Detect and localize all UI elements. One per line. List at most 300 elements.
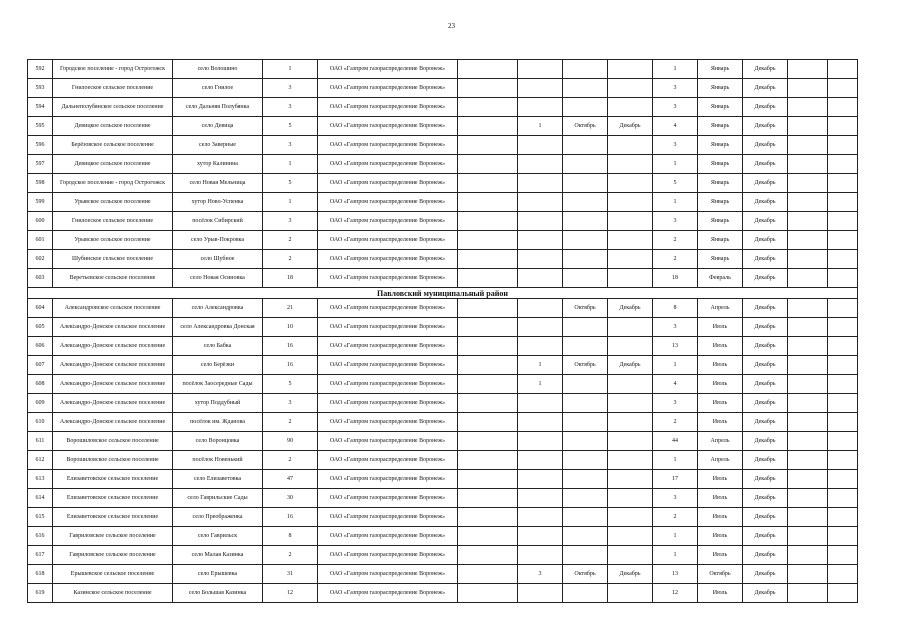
table-row [28,565,858,584]
locality-cell: село Девица [173,117,263,136]
settlement-cell: Гнилоеское сельское поселение [53,212,173,231]
locality-cell: село Новая Мельница [173,174,263,193]
count-cell: 16 [263,508,318,527]
planned-count-cell [518,489,563,508]
planned-count-cell [518,318,563,337]
count-cell: 30 [263,489,318,508]
blank-cell [788,584,828,603]
table-row [28,337,858,356]
extra-empty-cell [458,451,518,470]
total-cell: 17 [653,470,698,489]
settlement-cell: Шубинское сельское поселение [53,250,173,269]
count-cell: 16 [263,356,318,375]
planned-end-cell [608,79,653,98]
start-month-cell: Январь [698,231,743,250]
total-cell: 3 [653,79,698,98]
count-cell: 2 [263,231,318,250]
extra-empty-cell [458,470,518,489]
count-cell: 16 [263,337,318,356]
end-month-cell: Декабрь [743,193,788,212]
blank-cell [828,337,858,356]
extra-empty-cell [458,375,518,394]
end-month-cell: Декабрь [743,508,788,527]
count-cell: 90 [263,432,318,451]
locality-cell: село Гаврильские Сады [173,489,263,508]
total-cell: 13 [653,565,698,584]
blank-cell [788,451,828,470]
total-cell: 2 [653,413,698,432]
blank-cell [828,269,858,288]
table-row [28,212,858,231]
blank-cell [828,250,858,269]
extra-empty-cell [458,231,518,250]
planned-count-cell [518,508,563,527]
supplier-cell: ОАО «Газпром газораспределение Воронеж» [318,432,458,451]
planned-count-cell [518,269,563,288]
supplier-cell: ОАО «Газпром газораспределение Воронеж» [318,231,458,250]
planned-count-cell [518,527,563,546]
start-month-cell: Январь [698,250,743,269]
extra-empty-cell [458,117,518,136]
row-number-cell: 606 [28,337,53,356]
extra-empty-cell [458,432,518,451]
planned-start-cell [563,546,608,565]
table-row [28,375,858,394]
table-row [28,98,858,117]
district-heading-row [28,288,858,299]
extra-empty-cell [458,193,518,212]
total-cell: 2 [653,231,698,250]
end-month-cell: Декабрь [743,299,788,318]
start-month-cell: Апрель [698,299,743,318]
start-month-cell: Июль [698,489,743,508]
planned-count-cell [518,250,563,269]
start-month-cell: Июль [698,394,743,413]
supplier-cell: ОАО «Газпром газораспределение Воронеж» [318,98,458,117]
blank-cell [828,231,858,250]
blank-cell [828,489,858,508]
supplier-cell: ОАО «Газпром газораспределение Воронеж» [318,375,458,394]
blank-cell [788,98,828,117]
planned-end-cell: Декабрь [608,565,653,584]
planned-end-cell [608,584,653,603]
supplier-cell: ОАО «Газпром газораспределение Воронеж» [318,250,458,269]
planned-start-cell [563,250,608,269]
blank-cell [828,584,858,603]
blank-cell [828,117,858,136]
planned-count-cell [518,394,563,413]
planned-end-cell [608,250,653,269]
total-cell: 2 [653,508,698,527]
locality-cell: село Александровка [173,299,263,318]
count-cell: 3 [263,136,318,155]
end-month-cell: Декабрь [743,432,788,451]
count-cell: 3 [263,394,318,413]
count-cell: 5 [263,174,318,193]
end-month-cell: Декабрь [743,155,788,174]
blank-cell [828,299,858,318]
supplier-cell: ОАО «Газпром газораспределение Воронеж» [318,193,458,212]
supplier-cell: ОАО «Газпром газораспределение Воронеж» [318,451,458,470]
supplier-cell: ОАО «Газпром газораспределение Воронеж» [318,527,458,546]
blank-cell [788,174,828,193]
total-cell: 3 [653,394,698,413]
blank-cell [788,155,828,174]
blank-cell [788,527,828,546]
planned-count-cell: 1 [518,356,563,375]
table-section-heading [28,288,858,299]
blank-cell [828,155,858,174]
end-month-cell: Декабрь [743,79,788,98]
planned-count-cell [518,546,563,565]
locality-cell: село Гаврильск [173,527,263,546]
count-cell: 3 [263,212,318,231]
blank-cell [828,375,858,394]
locality-cell: хутор Ново-Успенка [173,193,263,212]
end-month-cell: Декабрь [743,413,788,432]
total-cell: 1 [653,193,698,212]
count-cell: 2 [263,451,318,470]
planned-count-cell [518,451,563,470]
settlement-cell: Девицкое сельское поселение [53,117,173,136]
planned-end-cell [608,432,653,451]
count-cell: 47 [263,470,318,489]
end-month-cell: Декабрь [743,337,788,356]
end-month-cell: Декабрь [743,527,788,546]
total-cell: 3 [653,212,698,231]
count-cell: 5 [263,117,318,136]
extra-empty-cell [458,584,518,603]
planned-count-cell [518,413,563,432]
planned-start-cell [563,136,608,155]
row-number-cell: 595 [28,117,53,136]
blank-cell [788,356,828,375]
planned-start-cell [563,60,608,79]
blank-cell [788,193,828,212]
extra-empty-cell [458,413,518,432]
end-month-cell: Декабрь [743,117,788,136]
table-row [28,79,858,98]
total-cell: 1 [653,451,698,470]
blank-cell [788,136,828,155]
total-cell: 1 [653,527,698,546]
start-month-cell: Июль [698,337,743,356]
blank-cell [788,60,828,79]
planned-start-cell [563,489,608,508]
extra-empty-cell [458,79,518,98]
planned-start-cell [563,584,608,603]
row-number-cell: 612 [28,451,53,470]
end-month-cell: Декабрь [743,375,788,394]
start-month-cell: Июль [698,527,743,546]
planned-count-cell: 1 [518,117,563,136]
row-number-cell: 604 [28,299,53,318]
blank-cell [828,432,858,451]
table-section-ostrogozhsky [28,60,858,288]
supplier-cell: ОАО «Газпром газораспределение Воронеж» [318,299,458,318]
blank-cell [788,79,828,98]
planned-start-cell [563,98,608,117]
blank-cell [788,299,828,318]
planned-count-cell [518,470,563,489]
planned-end-cell [608,174,653,193]
table-row [28,451,858,470]
start-month-cell: Июль [698,546,743,565]
blank-cell [828,60,858,79]
table-row [28,269,858,288]
row-number-cell: 608 [28,375,53,394]
locality-cell: село Новая Осиновка [173,269,263,288]
total-cell: 3 [653,489,698,508]
settlement-cell: Ерышевское сельское поселение [53,565,173,584]
total-cell: 5 [653,174,698,193]
blank-cell [828,193,858,212]
planned-start-cell: Октябрь [563,117,608,136]
blank-cell [788,269,828,288]
count-cell: 31 [263,565,318,584]
planned-end-cell [608,470,653,489]
planned-count-cell [518,98,563,117]
planned-count-cell: 3 [518,565,563,584]
total-cell: 1 [653,155,698,174]
table-row [28,318,858,337]
end-month-cell: Декабрь [743,318,788,337]
page-number: 23 [448,22,455,30]
planned-count-cell [518,79,563,98]
end-month-cell: Декабрь [743,565,788,584]
end-month-cell: Декабрь [743,584,788,603]
supplier-cell: ОАО «Газпром газораспределение Воронеж» [318,136,458,155]
row-number-cell: 614 [28,489,53,508]
locality-cell: село Бабка [173,337,263,356]
blank-cell [828,136,858,155]
planned-start-cell [563,413,608,432]
locality-cell: село Гнилое [173,79,263,98]
table-row [28,508,858,527]
supplier-cell: ОАО «Газпром газораспределение Воронеж» [318,117,458,136]
total-cell: 1 [653,546,698,565]
planned-start-cell [563,394,608,413]
row-number-cell: 603 [28,269,53,288]
start-month-cell: Январь [698,212,743,231]
table-row [28,432,858,451]
planned-count-cell [518,212,563,231]
locality-cell: село Большая Казинка [173,584,263,603]
planned-start-cell [563,337,608,356]
planned-count-cell [518,584,563,603]
planned-start-cell: Октябрь [563,565,608,584]
blank-cell [828,546,858,565]
locality-cell: село Волошино [173,60,263,79]
end-month-cell: Декабрь [743,470,788,489]
row-number-cell: 613 [28,470,53,489]
supplier-cell: ОАО «Газпром газораспределение Воронеж» [318,394,458,413]
locality-cell: село Урыв-Покровка [173,231,263,250]
planned-end-cell [608,155,653,174]
extra-empty-cell [458,565,518,584]
extra-empty-cell [458,337,518,356]
blank-cell [828,565,858,584]
planned-end-cell [608,231,653,250]
total-cell: 1 [653,356,698,375]
end-month-cell: Декабрь [743,394,788,413]
start-month-cell: Январь [698,136,743,155]
blank-cell [788,432,828,451]
row-number-cell: 592 [28,60,53,79]
planned-end-cell [608,489,653,508]
planned-start-cell [563,174,608,193]
extra-empty-cell [458,60,518,79]
count-cell: 2 [263,546,318,565]
settlement-cell: Александро-Донское сельское поселение [53,394,173,413]
planned-start-cell: Октябрь [563,356,608,375]
settlement-cell: Дальнеполубянское сельское поселение [53,98,173,117]
end-month-cell: Декабрь [743,356,788,375]
locality-cell: посёлок им. Жданова [173,413,263,432]
row-number-cell: 609 [28,394,53,413]
planned-start-cell [563,432,608,451]
total-cell: 1 [653,60,698,79]
planned-start-cell [563,193,608,212]
start-month-cell: Апрель [698,451,743,470]
total-cell: 18 [653,269,698,288]
blank-cell [788,508,828,527]
planned-count-cell: 1 [518,375,563,394]
settlement-cell: Урывское сельское поселение [53,231,173,250]
total-cell: 3 [653,136,698,155]
planned-end-cell [608,136,653,155]
blank-cell [788,470,828,489]
total-cell: 13 [653,337,698,356]
supplier-cell: ОАО «Газпром газораспределение Воронеж» [318,489,458,508]
start-month-cell: Январь [698,60,743,79]
planned-start-cell [563,269,608,288]
locality-cell: село Ерышевка [173,565,263,584]
locality-cell: село Воронцовка [173,432,263,451]
start-month-cell: Январь [698,98,743,117]
extra-empty-cell [458,489,518,508]
blank-cell [788,565,828,584]
blank-cell [828,508,858,527]
locality-cell: село Заверные [173,136,263,155]
extra-empty-cell [458,269,518,288]
planned-end-cell [608,394,653,413]
blank-cell [828,318,858,337]
planned-count-cell [518,299,563,318]
total-cell: 3 [653,318,698,337]
planned-end-cell: Декабрь [608,356,653,375]
settlement-cell: Гнилоеское сельское поселение [53,79,173,98]
blank-cell [828,470,858,489]
row-number-cell: 594 [28,98,53,117]
blank-cell [788,489,828,508]
planned-end-cell [608,212,653,231]
blank-cell [788,212,828,231]
end-month-cell: Декабрь [743,231,788,250]
count-cell: 8 [263,527,318,546]
row-number-cell: 611 [28,432,53,451]
extra-empty-cell [458,299,518,318]
count-cell: 1 [263,155,318,174]
blank-cell [788,231,828,250]
count-cell: 5 [263,375,318,394]
total-cell: 8 [653,299,698,318]
supplier-cell: ОАО «Газпром газораспределение Воронеж» [318,565,458,584]
planned-start-cell: Октябрь [563,299,608,318]
planned-end-cell [608,337,653,356]
locality-cell: село Преображенка [173,508,263,527]
settlement-cell: Елизаветовское сельское поселение [53,470,173,489]
count-cell: 10 [263,318,318,337]
settlement-cell: Александро-Донское сельское поселение [53,375,173,394]
blank-cell [788,250,828,269]
blank-cell [788,318,828,337]
supplier-cell: ОАО «Газпром газораспределение Воронеж» [318,337,458,356]
planned-start-cell [563,79,608,98]
blank-cell [788,413,828,432]
end-month-cell: Декабрь [743,136,788,155]
planned-end-cell [608,193,653,212]
extra-empty-cell [458,527,518,546]
extra-empty-cell [458,155,518,174]
blank-cell [788,394,828,413]
settlement-cell: Городское поселение - город Острогожск [53,60,173,79]
row-number-cell: 597 [28,155,53,174]
locality-cell: хутор Поддубный [173,394,263,413]
district-heading: Павловский муниципальный район [28,288,858,299]
start-month-cell: Июль [698,584,743,603]
planned-start-cell [563,508,608,527]
planned-count-cell [518,193,563,212]
settlement-cell: Урывское сельское поселение [53,193,173,212]
locality-cell: село Берёзки [173,356,263,375]
row-number-cell: 600 [28,212,53,231]
blank-cell [828,394,858,413]
end-month-cell: Декабрь [743,212,788,231]
gasification-schedule-table [27,59,858,603]
start-month-cell: Январь [698,155,743,174]
supplier-cell: ОАО «Газпром газораспределение Воронеж» [318,318,458,337]
supplier-cell: ОАО «Газпром газораспределение Воронеж» [318,413,458,432]
supplier-cell: ОАО «Газпром газораспределение Воронеж» [318,174,458,193]
supplier-cell: ОАО «Газпром газораспределение Воронеж» [318,212,458,231]
table-row [28,527,858,546]
extra-empty-cell [458,508,518,527]
extra-empty-cell [458,136,518,155]
end-month-cell: Декабрь [743,174,788,193]
count-cell: 2 [263,413,318,432]
start-month-cell: Февраль [698,269,743,288]
settlement-cell: Александро-Донское сельское поселение [53,318,173,337]
planned-start-cell [563,470,608,489]
planned-start-cell [563,318,608,337]
supplier-cell: ОАО «Газпром газораспределение Воронеж» [318,584,458,603]
table-row [28,470,858,489]
settlement-cell: Елизаветовское сельское поселение [53,489,173,508]
table-row [28,136,858,155]
locality-cell: хутор Калинина [173,155,263,174]
table-row [28,299,858,318]
table-row [28,231,858,250]
planned-end-cell [608,375,653,394]
table-row [28,117,858,136]
planned-count-cell [518,155,563,174]
blank-cell [788,117,828,136]
count-cell: 2 [263,250,318,269]
row-number-cell: 619 [28,584,53,603]
planned-end-cell [608,318,653,337]
settlement-cell: Ворошиловское сельское поселение [53,432,173,451]
